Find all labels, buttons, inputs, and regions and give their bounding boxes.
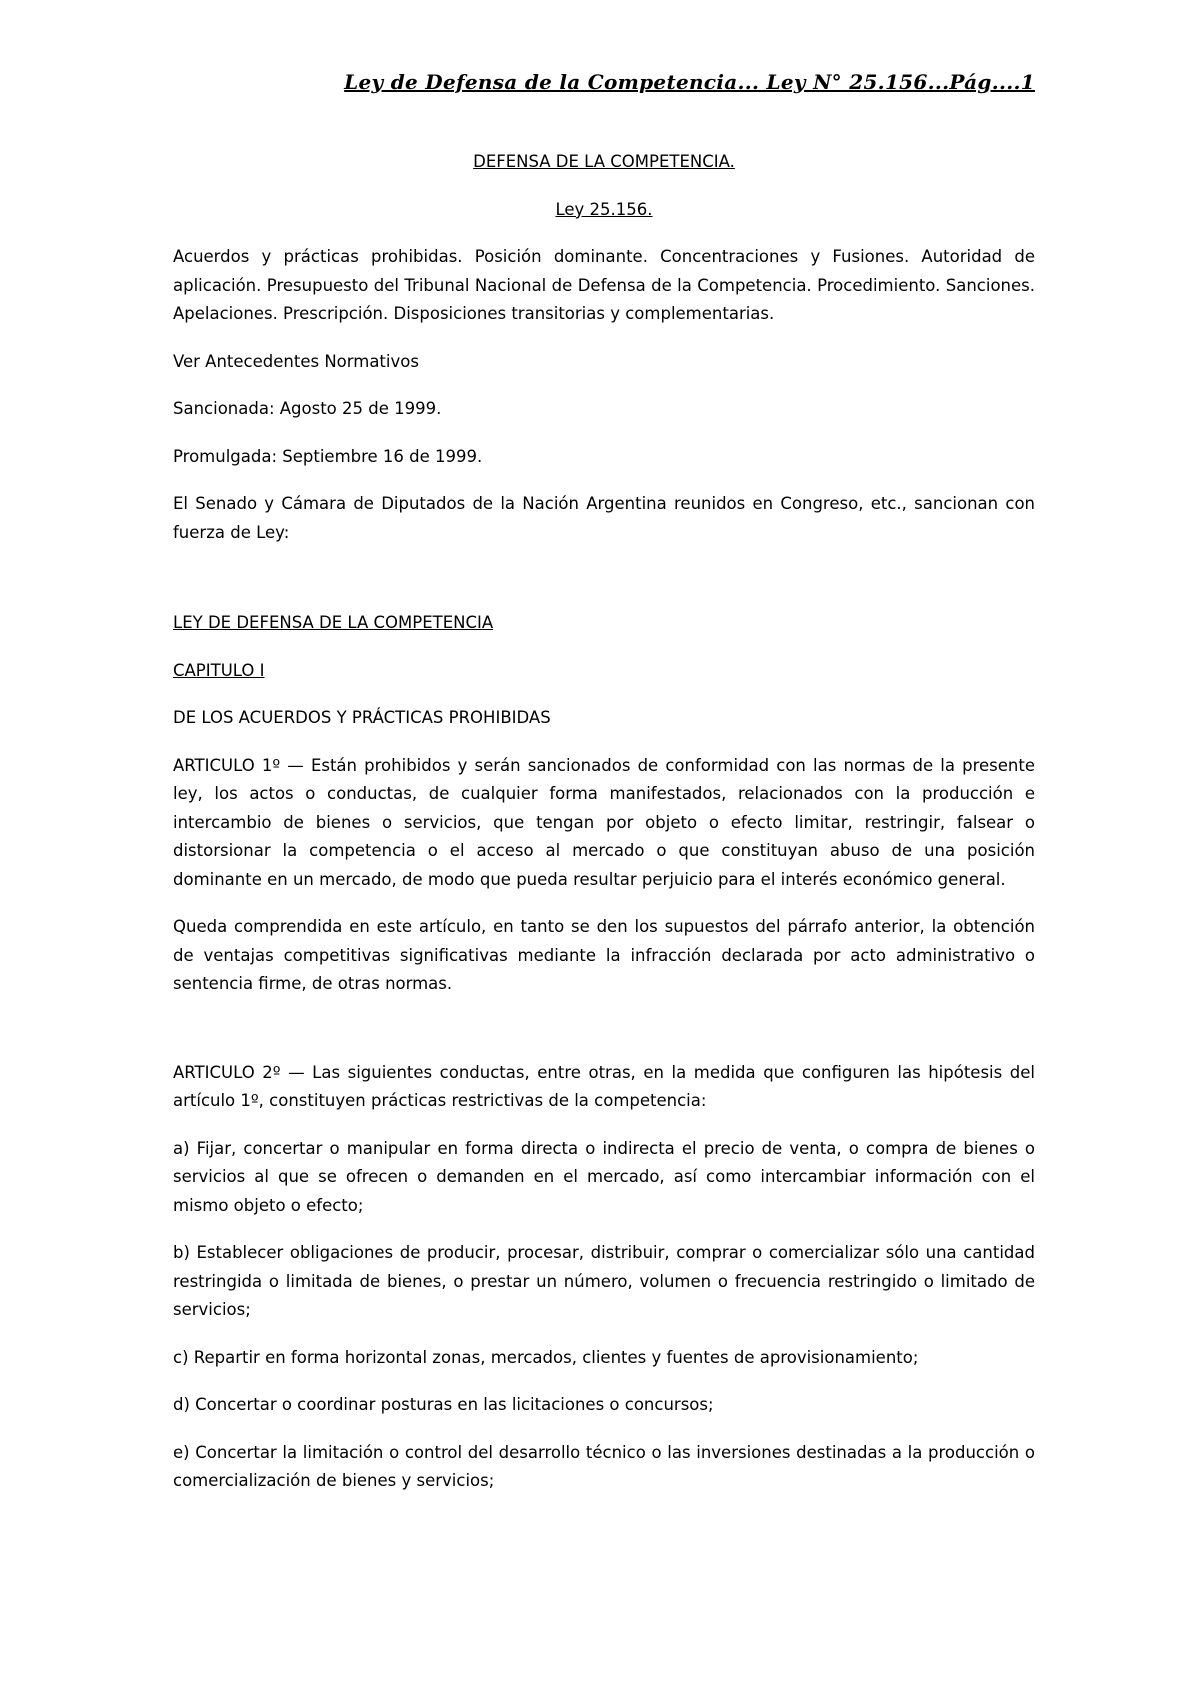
enacting-clause: El Senado y Cámara de Diputados de la Nación Argentina reunidos en Congreso, etc., sancionan con fuerza de Ley: bbox=[173, 494, 1035, 542]
law-number: Ley 25.156. bbox=[555, 199, 653, 219]
article-2-intro: ARTICULO 2º — Las siguientes conductas, entre otras, en la medida que configuren las hipótesis del artículo 1º, constituyen prácticas restrictivas de la competencia: bbox=[173, 1062, 1035, 1110]
document-body bbox=[173, 148, 1035, 1515]
article-2-item-b: b) Establecer obligaciones de producir, procesar, distribuir, comprar o comercializar sólo una cantidad restringida o limitada de bienes, o prestar un número, volumen o frecuencia restringido o limitado de servicios; bbox=[173, 1243, 1035, 1319]
sanctioned-date: Sancionada: Agosto 25 de 1999. bbox=[173, 399, 442, 418]
article-2-item-e: e) Concertar la limitación o control del desarrollo técnico o las inversiones destinadas a la producción o comercialización de bienes y servicios; bbox=[173, 1442, 1035, 1490]
document-title: DEFENSA DE LA COMPETENCIA. bbox=[473, 152, 735, 171]
law-heading: LEY DE DEFENSA DE LA COMPETENCIA bbox=[173, 613, 494, 632]
chapter-heading: CAPITULO I bbox=[173, 660, 265, 680]
article-2-item-a: a) Fijar, concertar o manipular en forma directa o indirecta el precio de venta, o compra de bienes o servicios al que se ofrecen o demanden en el mercado, así como intercambiar información con el mismo objeto o efecto; bbox=[173, 1138, 1035, 1215]
antecedents-link[interactable]: Ver Antecedentes Normativos bbox=[173, 351, 419, 371]
chapter-title: DE LOS ACUERDOS Y PRÁCTICAS PROHIBIDAS bbox=[173, 708, 551, 727]
article-1-paragraph-1: ARTICULO 1º — Están prohibidos y serán sancionados de conformidad con las normas de la presente ley, los actos o conductas, de cualquier forma manifestados, relacionados con la producción e intercambio de bienes o servicios, que tengan por objeto o efecto limitar, restringir, falsear o distorsionar la competencia o el acceso al mercado o que constituyan abuso de una posición dominante en un mercado, de modo que pueda resultar perjuicio para el interés económico general. bbox=[173, 755, 1035, 889]
promulgated-date: Promulgada: Septiembre 16 de 1999. bbox=[173, 446, 483, 466]
article-2-item-c: c) Repartir en forma horizontal zonas, mercados, clientes y fuentes de aprovisionamiento; bbox=[173, 1347, 919, 1367]
summary-paragraph: Acuerdos y prácticas prohibidas. Posición dominante. Concentraciones y Fusiones. Autoridad de aplicación. Presupuesto del Tribunal Nacional de Defensa de la Competencia. Procedimiento. Sanciones. Apelaciones. Prescripción. Disposiciones transitorias y complementarias. bbox=[173, 247, 1035, 323]
article-2-item-d: d) Concertar o coordinar posturas en las licitaciones o concursos; bbox=[173, 1395, 714, 1414]
article-1-paragraph-2: Queda comprendida en este artículo, en tanto se den los supuestos del párrafo anterior, la obtención de ventajas competitivas significativas mediante la infracción declarada por acto administrativo o sentencia firme, de otras normas. bbox=[173, 917, 1035, 993]
running-header: Ley de Defensa de la Competencia... Ley N° 25.156...Pág....1 bbox=[344, 70, 1035, 94]
